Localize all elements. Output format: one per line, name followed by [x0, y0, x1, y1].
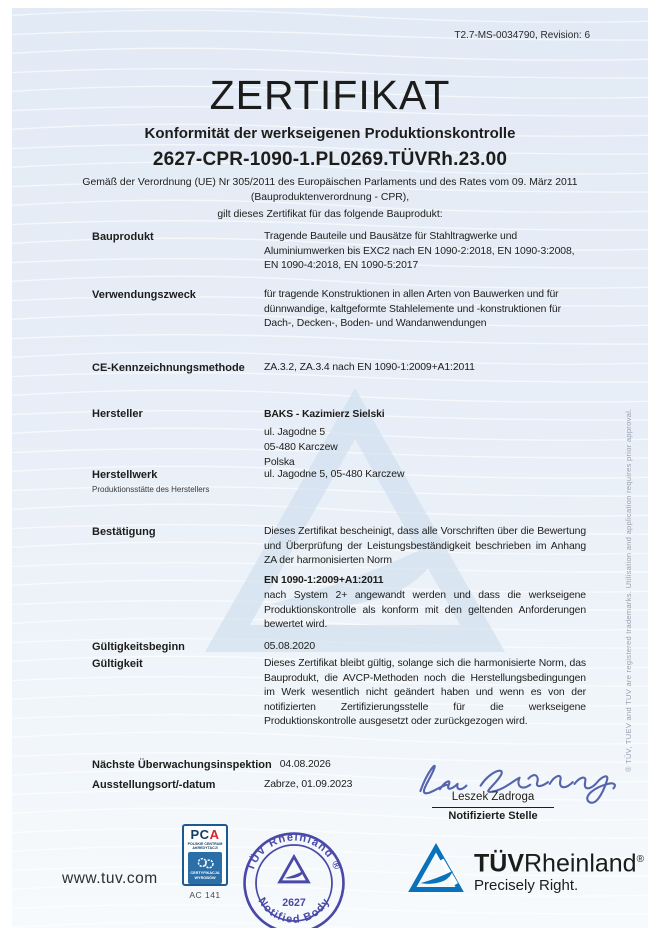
stamp-bottom-text: Notified Body — [255, 895, 333, 926]
field-row-hersteller — [92, 407, 602, 470]
trademark-side-note: ® TÜV, TUEV and TUV are registered trademarks. Utilisation and application requires prior approval. — [624, 408, 633, 772]
brand-name: TÜVRheinland® — [474, 849, 644, 878]
field-value: Dieses Zertifikat bleibt gültig, solange sich die harmonisierte Norm, das Bauprodukt, die AVCP-Methoden noch die Herstellungsbedingungen im Werk wesentlich nicht geändert haben und wenn es von der notifizierten Zertifizierungsstelle für die werkseigene Produktionskontrolle ausgesetzt oder zurückgezogen wird. — [264, 658, 586, 727]
regulation-line-2: (Bauproduktenverordnung - CPR), — [250, 192, 410, 203]
pca-org-name: POLSKIE CENTRUM AKREDYTACJI — [187, 842, 223, 850]
pca-cert-line2: WYROBÓW — [194, 876, 216, 880]
tuv-rheinland-logo — [408, 843, 644, 894]
field-row-verwendungszweck — [92, 288, 602, 332]
field-value: ZA.3.2, ZA.3.4 nach EN 1090-1:2009+A1:2011 — [264, 362, 475, 373]
field-label: Hersteller — [92, 408, 143, 420]
field-value: 05.08.2020 — [264, 641, 316, 652]
notified-body-stamp — [238, 830, 350, 928]
field-label-text: Herstellwerk — [92, 469, 158, 481]
field-label: CE-Kennzeichnungsmethode — [92, 362, 245, 374]
field-label: Nächste Überwachungsinspektion — [92, 759, 272, 771]
page-title: ZERTIFIKAT — [209, 72, 451, 118]
harmonised-norm: EN 1090-1:2009+A1:2011 — [264, 574, 384, 586]
document-reference: T2.7-MS-0034790, Revision: 6 — [454, 30, 590, 41]
certificate-page — [12, 8, 648, 928]
pca-acronym: PCA — [190, 827, 220, 842]
field-label: Verwendungszweck — [92, 289, 196, 301]
field-value: für tragende Konstruktionen in allen Arten von Bauwerken und für dünnwandige, kaltgeformte Stahlelemente und -konstruktionen für Dach-, Decken-, Boden- und Wandanwendungen — [264, 289, 561, 329]
manufacturer-name: BAKS - Kazimierz Sielski — [264, 409, 385, 420]
signatory-role: Notifizierte Stelle — [448, 810, 538, 822]
field-row-gueltigkeitsbeginn — [92, 640, 602, 655]
tuv-triangle-icon — [408, 843, 464, 892]
confirmation-paragraph-2: nach System 2+ angewandt werden und dass die werkseigene Produktionskontrolle als konform mit den geltenden Anforderungen bewertet wird. — [264, 590, 586, 630]
signature-divider — [432, 807, 554, 808]
stamp-top-text: TÜV Rheinland ® — [244, 831, 344, 873]
field-value: ul. Jagodne 5, 05-480 Karczew — [264, 469, 405, 480]
field-label: Bauprodukt — [92, 231, 154, 243]
brand-wordmark — [474, 847, 644, 894]
confirmation-paragraph-1: Dieses Zertifikat bescheinigt, dass alle Vorschriften über die Bewertung und Überprüfung der Leistungsbeständigkeit beschrieben im Anhang ZA der harmonisierten Norm — [264, 526, 586, 566]
certificate-subtitle: Konformität der werkseigenen Produktionskontrolle — [144, 125, 516, 142]
field-label: Ausstellungsort/-datum — [92, 779, 216, 791]
field-row-bauprodukt — [92, 230, 602, 274]
field-row-herstellwerk — [92, 468, 602, 497]
regulation-line-1: Gemäß der Verordnung (UE) Nr 305/2011 des Europäischen Parlaments und des Rates vom 09. März 2011 — [82, 177, 578, 188]
field-sublabel: Produktionsstätte des Herstellers — [92, 485, 210, 494]
gears-icon — [194, 856, 216, 870]
stamp-number: 2627 — [282, 896, 306, 909]
field-value: 04.08.2026 — [279, 759, 331, 770]
signatory-name: Leszek Zadroga — [451, 791, 535, 803]
intro-line: gilt dieses Zertifikat für das folgende Bauprodukt: — [217, 209, 443, 220]
pca-badge — [182, 824, 228, 886]
field-row-gueltigkeit — [92, 657, 602, 730]
field-value: Zabrze, 01.09.2023 — [264, 779, 353, 790]
field-label — [92, 468, 264, 497]
certificate-number: 2627-CPR-1090-1.PL0269.TÜVRh.23.00 — [152, 149, 508, 170]
manufacturer-address — [264, 407, 586, 470]
field-row-bestaetigung — [92, 525, 602, 633]
field-label: Gültigkeitsbeginn — [92, 641, 185, 653]
address-line: 05-480 Karczew — [264, 442, 338, 453]
handwritten-signature — [405, 752, 620, 814]
website-url[interactable]: www.tuv.com — [62, 870, 158, 887]
field-label: Bestätigung — [92, 526, 156, 538]
pca-accreditation-mark — [180, 824, 230, 900]
field-label: Gültigkeit — [92, 658, 143, 670]
brand-tagline: Precisely Right. — [474, 877, 579, 895]
pca-certification-box — [188, 852, 222, 884]
field-value — [264, 525, 586, 633]
stamp-triangle-icon — [277, 854, 311, 884]
address-line: ul. Jagodne 5 — [264, 427, 326, 438]
field-value: Tragende Bauteile und Bausätze für Stahltragwerke und Aluminiumwerken bis EXC2 nach EN 1090-2:2018, EN 1090-3:2008, EN 1090-4:2018, EN 1090-5:2017 — [264, 231, 575, 271]
address-line: Polska — [264, 457, 295, 468]
field-row-ce-methode — [92, 361, 602, 376]
pca-accreditation-number: AC 141 — [189, 890, 221, 900]
pca-cert-line1: CERTYFIKACJA — [190, 870, 220, 875]
